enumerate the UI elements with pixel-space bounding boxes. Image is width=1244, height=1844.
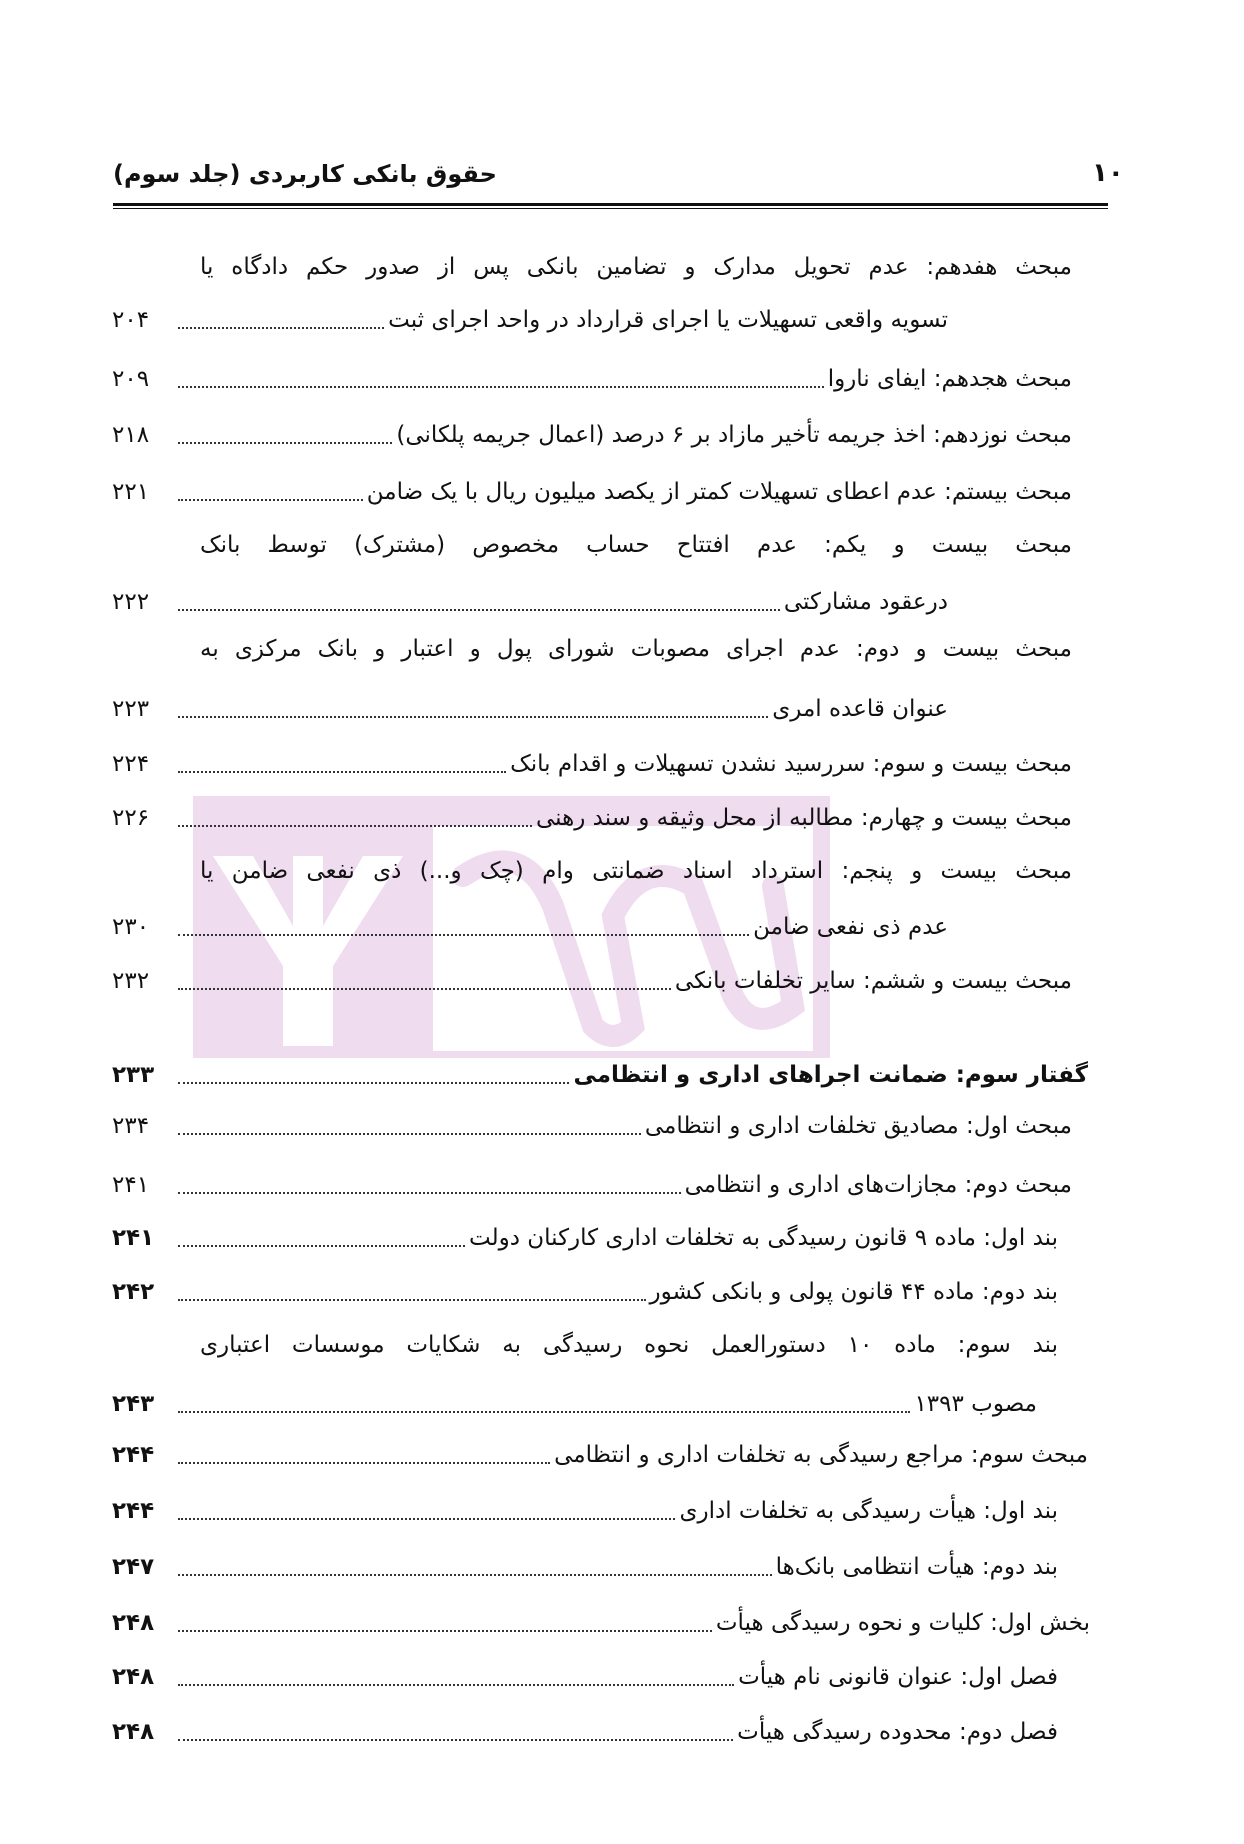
dot-leader <box>178 988 671 990</box>
toc-entry <box>200 1327 1058 1363</box>
toc-entry-title: بند سوم: ماده ۱۰ دستورالعمل نحوه رسیدگی به شکایات موسسات اعتباری <box>200 1332 1058 1358</box>
dot-leader <box>178 825 532 827</box>
toc-entry-title: بند اول: هیأت رسیدگی به تخلفات اداری <box>679 1498 1058 1524</box>
toc-page-number: ۲۴۱ <box>112 1225 155 1251</box>
dot-leader <box>178 1574 772 1576</box>
toc-page-number: ۲۴۷ <box>112 1554 155 1580</box>
toc-page-number: ۲۴۴ <box>112 1498 155 1524</box>
toc-entry-title: مبحث دوم: مجازات‌های اداری و انتظامی <box>684 1172 1072 1198</box>
toc-page-number: ۲۰۹ <box>112 366 150 392</box>
toc-entry-title: مبحث اول: مصادیق تخلفات اداری و انتظامی <box>644 1113 1072 1139</box>
toc-page-number: ۲۴۱ <box>112 1172 150 1198</box>
toc-entry <box>112 800 1072 836</box>
dot-leader <box>178 499 363 501</box>
dot-leader <box>178 1630 712 1632</box>
dot-leader <box>178 1739 733 1741</box>
toc-page-number: ۲۴۲ <box>112 1279 155 1305</box>
toc-entry <box>112 1437 1088 1473</box>
toc-entry <box>112 746 1072 782</box>
toc-entry <box>112 1220 1058 1256</box>
toc-entry <box>112 1386 1037 1422</box>
dot-leader <box>178 934 749 936</box>
toc-entry <box>200 631 1072 667</box>
toc-entry-title: تسویه واقعی تسهیلات یا اجرای قرارداد در واحد اجرای ثبت <box>388 307 948 333</box>
toc-entry-title: فصل اول: عنوان قانونی نام هیأت <box>738 1664 1058 1690</box>
toc-page-number: ۲۲۲ <box>112 589 150 615</box>
toc-entry-title: مبحث سوم: مراجع رسیدگی به تخلفات اداری و انتظامی <box>554 1442 1088 1468</box>
toc-entry-title: عنوان قاعده امری <box>772 696 948 722</box>
toc-entry <box>200 527 1072 563</box>
toc-page-number: ۲۳۲ <box>112 968 150 994</box>
toc-entry <box>112 1714 1058 1750</box>
toc-entry <box>112 1167 1072 1203</box>
dot-leader <box>178 1462 550 1464</box>
toc-page-number: ۲۲۳ <box>112 696 150 722</box>
toc-entry-title: مبحث هفدهم: عدم تحویل مدارک و تضامین بانکی پس از صدور حکم دادگاه یا <box>200 254 1072 280</box>
dot-leader <box>178 442 392 444</box>
toc-entry <box>112 1549 1058 1585</box>
toc-entry-title: مبحث نوزدهم: اخذ جریمه تأخیر مازاد بر ۶ درصد (اعمال جریمه پلکانی) <box>396 422 1072 448</box>
toc-entry-title: مبحث بیست و چهارم: مطالبه از محل وثیقه و سند رهنی <box>536 805 1072 831</box>
toc-entry-title: مصوب ۱۳۹۳ <box>914 1391 1037 1417</box>
header-rule <box>113 203 1108 209</box>
toc-entry-title: مبحث بیست و یکم: عدم افتتاح حساب مخصوص (مشترک) توسط بانک <box>200 532 1072 558</box>
dot-leader <box>178 1299 646 1301</box>
toc-entry <box>200 249 1072 285</box>
toc-entry-title: گفتار سوم: ضمانت اجراهای اداری و انتظامی <box>573 1062 1088 1088</box>
toc-entry-title: مبحث بیست و دوم: عدم اجرای مصوبات شورای پول و اعتبار و بانک مرکزی به <box>200 636 1072 662</box>
toc-entry-title: عدم ذی نفعی ضامن <box>753 914 948 940</box>
toc-entry <box>112 1659 1058 1695</box>
toc-page-number: ۲۴۳ <box>112 1391 155 1417</box>
toc-entry <box>112 1493 1058 1529</box>
toc-entry <box>112 1108 1072 1144</box>
toc-page-number: ۲۳۴ <box>112 1113 150 1139</box>
toc-page-number: ۲۰۴ <box>112 307 150 333</box>
toc-page-number: ۲۱۸ <box>112 422 150 448</box>
toc-page-number: ۲۴۸ <box>112 1664 155 1690</box>
toc-page-number: ۲۳۰ <box>112 914 150 940</box>
dot-leader <box>178 1245 465 1247</box>
toc-entry-title: مبحث بیست و سوم: سررسید نشدن تسهیلات و اقدام بانک <box>510 751 1072 777</box>
toc-entry <box>112 963 1072 999</box>
toc-page-number: ۲۲۶ <box>112 805 150 831</box>
dot-leader <box>178 1411 910 1413</box>
toc-entry-title: بند دوم: هیأت انتظامی بانک‌ها <box>775 1554 1058 1580</box>
toc-entry-title: مبحث بیستم: عدم اعطای تسهیلات کمتر از یکصد میلیون ریال با یک ضامن <box>366 479 1072 505</box>
page-number: ۱۰ <box>1092 158 1124 188</box>
toc-entry <box>112 361 1072 397</box>
toc-entry-title: بخش اول: کلیات و نحوه رسیدگی هیأت <box>715 1610 1090 1636</box>
toc-entry-title: فصل دوم: محدوده رسیدگی هیأت <box>737 1719 1058 1745</box>
toc-entry <box>112 417 1072 453</box>
toc-entry <box>112 584 948 620</box>
dot-leader <box>178 771 506 773</box>
running-header-title: حقوق بانکی کاربردی (جلد سوم) <box>113 160 497 188</box>
toc-page-number: ۲۳۳ <box>112 1062 155 1088</box>
toc-page-number: ۲۴۸ <box>112 1719 155 1745</box>
toc-entry <box>112 302 948 338</box>
toc-entry <box>200 853 1072 889</box>
toc-entry-title: درعقود مشارکتی <box>783 589 948 615</box>
toc-entry <box>112 1274 1058 1310</box>
toc-entry-title: بند دوم: ماده ۴۴ قانون پولی و بانکی کشور <box>649 1279 1058 1305</box>
dot-leader <box>178 1192 681 1194</box>
toc-entry-title: مبحث بیست و پنجم: استرداد اسناد ضمانتی وام (چک و...) ذی نفعی ضامن یا <box>200 858 1072 884</box>
toc-entry-title: مبحث بیست و ششم: سایر تخلفات بانکی <box>674 968 1072 994</box>
toc-page-number: ۲۴۸ <box>112 1610 155 1636</box>
toc-entry <box>112 909 948 945</box>
dot-leader <box>178 1518 675 1520</box>
toc-page-number: ۲۴۴ <box>112 1442 155 1468</box>
toc-page-number: ۲۲۱ <box>112 479 150 505</box>
toc-entry <box>112 1605 1090 1641</box>
dot-leader <box>178 327 384 329</box>
toc-entry-title: بند اول: ماده ۹ قانون رسیدگی به تخلفات اداری کارکنان دولت <box>469 1225 1058 1251</box>
toc-entry <box>112 691 948 727</box>
toc-page-number: ۲۲۴ <box>112 751 150 777</box>
toc-entry-title: مبحث هجدهم: ایفای ناروا <box>827 366 1072 392</box>
toc-entry <box>112 474 1072 510</box>
dot-leader <box>178 716 768 718</box>
toc-entry <box>112 1057 1088 1093</box>
dot-leader <box>178 386 824 388</box>
dot-leader <box>178 1082 569 1084</box>
dot-leader <box>178 1133 641 1135</box>
dot-leader <box>178 1684 734 1686</box>
dot-leader <box>178 609 780 611</box>
